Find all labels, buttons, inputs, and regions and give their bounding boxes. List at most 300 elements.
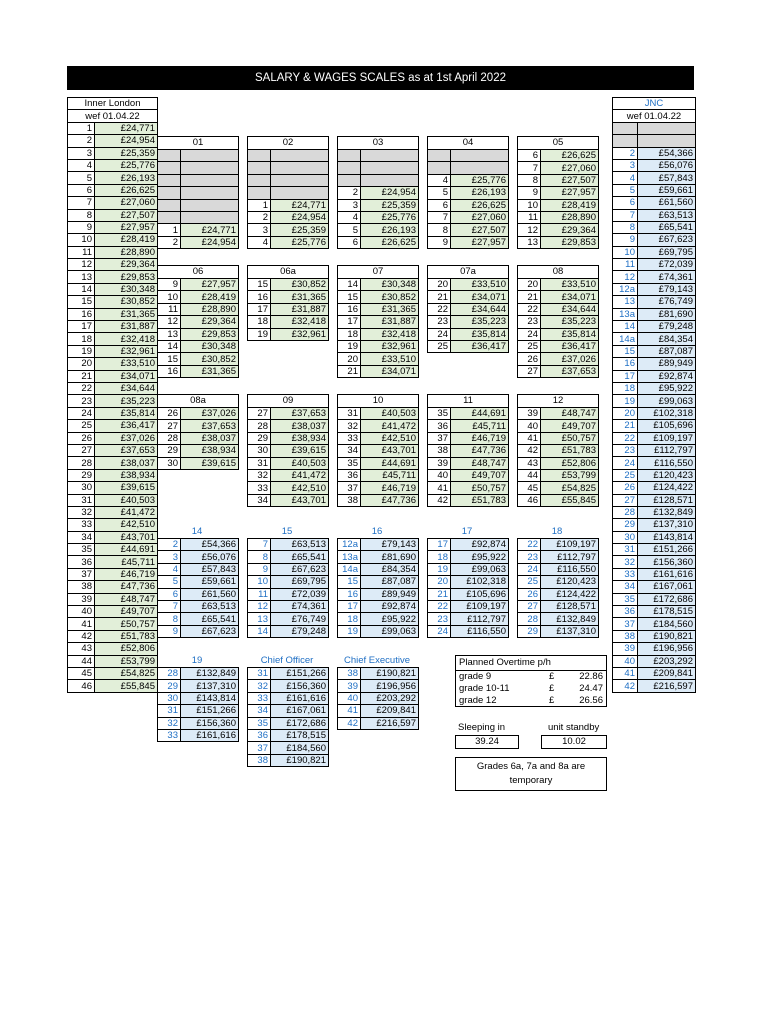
table-row (248, 600, 329, 612)
spinal-point: 35 (428, 408, 451, 420)
spinal-point: 9 (158, 625, 181, 637)
salary-value: £67,623 (271, 563, 329, 575)
table-row (68, 420, 158, 432)
spinal-point: 39 (428, 457, 451, 469)
spinal-point: 24 (518, 328, 541, 340)
table-row (68, 643, 158, 655)
salary-value: £112,797 (451, 613, 509, 625)
spinal-point: 30 (248, 445, 271, 457)
grade-05-table (517, 136, 599, 249)
blank-row (248, 162, 329, 174)
spinal-point: 7 (158, 600, 181, 612)
salary-value: £61,560 (638, 197, 696, 209)
salary-value: £56,076 (638, 159, 696, 171)
salary-value: £172,686 (638, 593, 696, 605)
salary-value: £45,711 (451, 420, 509, 432)
spinal-point: 14a (338, 563, 361, 575)
table-row (613, 296, 696, 308)
salary-value: £120,423 (638, 469, 696, 481)
salary-value: £43,701 (271, 494, 329, 506)
jnc-header2: wef 01.04.22 (613, 110, 696, 122)
spinal-point: 34 (248, 494, 271, 506)
salary-value: £31,887 (361, 316, 419, 328)
table-row (338, 432, 419, 444)
table-row (613, 519, 696, 531)
spinal-point: 9 (613, 234, 638, 246)
salary-value: £74,361 (271, 600, 329, 612)
salary-value: £28,419 (181, 291, 239, 303)
salary-value: £209,841 (361, 705, 419, 717)
salary-value: £92,874 (361, 600, 419, 612)
table-row (338, 187, 419, 199)
spinal-point: 37 (248, 742, 271, 754)
salary-value: £33,510 (361, 353, 419, 365)
salary-value: £67,623 (181, 625, 239, 637)
spinal-point: 46 (68, 680, 95, 692)
salary-value: £132,849 (638, 506, 696, 518)
currency-symbol: £ (549, 683, 555, 694)
spinal-point: 7 (248, 539, 271, 551)
spinal-point: 12 (248, 600, 271, 612)
table-row (68, 655, 158, 667)
salary-value: £156,360 (638, 556, 696, 568)
spinal-point: 5 (68, 172, 95, 184)
spinal-point: 19 (428, 563, 451, 575)
spinal-point: 37 (428, 432, 451, 444)
salary-value: £65,541 (638, 221, 696, 233)
spinal-point: 40 (518, 420, 541, 432)
spinal-point: 23 (613, 444, 638, 456)
spinal-point: 6 (428, 199, 451, 211)
spinal-point: 17 (68, 321, 95, 333)
spinal-point: 21 (68, 370, 95, 382)
salary-value: £124,422 (541, 588, 599, 600)
table-row (613, 395, 696, 407)
salary-value: £52,806 (95, 643, 158, 655)
grade-02-table (247, 136, 329, 249)
table-row (248, 420, 329, 432)
salary-value: £26,625 (361, 236, 419, 248)
salary-value: £28,890 (181, 303, 239, 315)
table-row (518, 279, 599, 291)
spinal-point: 12a (613, 283, 638, 295)
spinal-point: 15 (68, 296, 95, 308)
salary-value: £128,571 (541, 600, 599, 612)
spinal-point: 29 (68, 469, 95, 481)
table-row (158, 303, 239, 315)
grade-09-table (247, 394, 329, 507)
grade-16-table-title: 16 (371, 526, 383, 537)
salary-value: £34,644 (451, 303, 509, 315)
spinal-point: 22 (428, 600, 451, 612)
spinal-point: 2 (158, 236, 181, 248)
salary-value: £41,472 (271, 469, 329, 481)
salary-value: £52,806 (541, 457, 599, 469)
spinal-point: 28 (518, 613, 541, 625)
salary-value: £196,956 (638, 643, 696, 655)
salary-value: £32,961 (95, 345, 158, 357)
salary-value: £37,653 (95, 444, 158, 456)
table-row (68, 444, 158, 456)
salary-value: £37,653 (271, 408, 329, 420)
salary-value: £31,887 (95, 321, 158, 333)
table-row (428, 408, 509, 420)
salary-value: £39,615 (181, 457, 239, 469)
spinal-point: 27 (158, 420, 181, 432)
table-row (248, 328, 329, 340)
table-row (518, 576, 599, 588)
salary-value: £89,949 (361, 588, 419, 600)
spinal-point: 18 (338, 328, 361, 340)
inner-london-column (67, 97, 158, 693)
salary-value: £87,087 (638, 345, 696, 357)
spinal-point: 36 (338, 469, 361, 481)
spinal-point: 41 (68, 618, 95, 630)
grade-07a-table (427, 265, 509, 353)
salary-value: £42,510 (95, 519, 158, 531)
grade-04-table (427, 136, 509, 249)
salary-value: £37,653 (541, 365, 599, 377)
blank-row (158, 187, 239, 199)
spinal-point: 22 (518, 539, 541, 551)
salary-value: £33,510 (541, 279, 599, 291)
spinal-point: 6 (518, 150, 541, 162)
spinal-point: 2 (613, 147, 638, 159)
spinal-point: 43 (518, 457, 541, 469)
spinal-point: 9 (158, 279, 181, 291)
spinal-point: 44 (518, 469, 541, 481)
spinal-point: 24 (613, 457, 638, 469)
table-row (518, 563, 599, 575)
salary-value: £79,143 (638, 283, 696, 295)
salary-value: £27,957 (451, 236, 509, 248)
salary-value: £54,825 (541, 482, 599, 494)
table-row (68, 147, 158, 159)
salary-value: £28,890 (95, 246, 158, 258)
salary-value: £35,814 (541, 328, 599, 340)
table-row (613, 321, 696, 333)
salary-value: £95,922 (451, 551, 509, 563)
spinal-point: 21 (428, 588, 451, 600)
salary-value: £38,934 (271, 432, 329, 444)
salary-value: £37,026 (541, 353, 599, 365)
table-row (248, 680, 329, 692)
table-row (248, 729, 329, 741)
salary-value: £105,696 (451, 588, 509, 600)
salary-value: £67,623 (638, 234, 696, 246)
salary-value: £26,193 (361, 224, 419, 236)
table-row (428, 613, 509, 625)
spinal-point: 32 (248, 680, 271, 692)
spinal-point: 20 (428, 279, 451, 291)
salary-value: £30,852 (181, 353, 239, 365)
spinal-point: 13 (158, 328, 181, 340)
grade-02-table-title: 02 (247, 136, 329, 149)
spinal-point: 42 (428, 494, 451, 506)
salary-value: £45,711 (95, 556, 158, 568)
salary-value: £35,223 (541, 316, 599, 328)
table-row (248, 236, 329, 248)
blank-row (338, 150, 419, 162)
spinal-point: 33 (158, 729, 181, 741)
spinal-point: 16 (248, 291, 271, 303)
spinal-point: 11 (68, 246, 95, 258)
salary-value: £84,354 (361, 563, 419, 575)
salary-value: £54,366 (638, 147, 696, 159)
table-row (68, 556, 158, 568)
table-row (338, 291, 419, 303)
salary-value: £24,771 (271, 199, 329, 211)
salary-value: £95,922 (361, 613, 419, 625)
spinal-point: 18 (613, 382, 638, 394)
table-row (428, 494, 509, 506)
table-row (158, 408, 239, 420)
salary-value: £116,550 (541, 563, 599, 575)
salary-value: £27,060 (541, 162, 599, 174)
spinal-point: 29 (158, 680, 181, 692)
salary-value: £53,799 (541, 469, 599, 481)
salary-value: £42,510 (271, 482, 329, 494)
table-row (613, 259, 696, 271)
spinal-point: 24 (518, 563, 541, 575)
spinal-point: 21 (613, 420, 638, 432)
spinal-point: 43 (68, 643, 95, 655)
spinal-point: 45 (68, 667, 95, 679)
salary-value: £81,690 (638, 308, 696, 320)
salary-value: £55,845 (95, 680, 158, 692)
table-row (613, 370, 696, 382)
salary-value: £30,852 (271, 279, 329, 291)
spinal-point: 6 (338, 236, 361, 248)
table-row (613, 308, 696, 320)
spinal-point: 3 (338, 199, 361, 211)
spinal-point: 20 (613, 407, 638, 419)
table-row (158, 588, 239, 600)
spinal-point: 32 (338, 420, 361, 432)
table-row (68, 234, 158, 246)
spinal-point: 3 (158, 551, 181, 563)
spinal-point: 28 (158, 432, 181, 444)
overtime-row (456, 695, 606, 707)
spinal-point: 32 (68, 506, 95, 518)
spinal-point: 4 (68, 159, 95, 171)
salary-value: £81,690 (361, 551, 419, 563)
spinal-point: 37 (613, 618, 638, 630)
table-row (68, 122, 158, 134)
overtime-grade: grade 9 (459, 671, 492, 682)
spinal-point: 39 (518, 408, 541, 420)
spinal-point: 38 (68, 581, 95, 593)
table-row (338, 469, 419, 481)
salary-value: £105,696 (638, 420, 696, 432)
table-row (68, 531, 158, 543)
spinal-point: 7 (518, 162, 541, 174)
salary-value: £25,359 (271, 224, 329, 236)
salary-value: £49,707 (541, 420, 599, 432)
table-row (68, 172, 158, 184)
table-row (613, 246, 696, 258)
table-row (68, 630, 158, 642)
salary-value: £161,616 (638, 568, 696, 580)
table-row (338, 199, 419, 211)
salary-value: £59,661 (181, 576, 239, 588)
spinal-point: 36 (68, 556, 95, 568)
salary-value: £44,691 (361, 457, 419, 469)
salary-value: £29,364 (181, 316, 239, 328)
blank-row (158, 162, 239, 174)
spinal-point: 45 (518, 482, 541, 494)
salary-value: £35,223 (95, 395, 158, 407)
salary-value: £25,776 (451, 174, 509, 186)
spinal-point: 1 (68, 122, 95, 134)
salary-value: £184,560 (271, 742, 329, 754)
table-row (518, 340, 599, 352)
spinal-point: 5 (158, 576, 181, 588)
table-row (68, 184, 158, 196)
table-row (68, 321, 158, 333)
overtime-grade: grade 12 (459, 695, 497, 706)
table-row (428, 588, 509, 600)
table-row (518, 613, 599, 625)
salary-value: £112,797 (638, 444, 696, 456)
salary-value: £25,776 (95, 159, 158, 171)
table-row (248, 482, 329, 494)
salary-value: £57,843 (638, 172, 696, 184)
salary-value: £43,701 (95, 531, 158, 543)
salary-value: £161,616 (271, 692, 329, 704)
table-row (613, 444, 696, 456)
salary-value: £190,821 (271, 754, 329, 766)
table-row (613, 271, 696, 283)
table-row (428, 174, 509, 186)
table-row (338, 494, 419, 506)
table-row (518, 303, 599, 315)
salary-value: £50,757 (451, 482, 509, 494)
salary-value: £124,422 (638, 482, 696, 494)
table-row (68, 246, 158, 258)
spinal-point: 29 (158, 445, 181, 457)
grade-19-table (157, 655, 239, 742)
inner-london-header2: wef 01.04.22 (68, 110, 158, 122)
blank-row (248, 174, 329, 186)
table-row (68, 680, 158, 692)
grade-11-table (427, 394, 509, 507)
table-row (158, 729, 239, 741)
spinal-point: 8 (248, 551, 271, 563)
salary-value: £27,060 (451, 211, 509, 223)
salary-value: £47,736 (451, 445, 509, 457)
table-row (158, 445, 239, 457)
grade-10-table (337, 394, 419, 507)
salary-value: £38,934 (95, 469, 158, 481)
grade-05-table-title: 05 (517, 136, 599, 149)
salary-value: £34,071 (361, 365, 419, 377)
spinal-point: 5 (613, 184, 638, 196)
table-row (338, 705, 419, 717)
table-row (68, 519, 158, 531)
table-row (68, 457, 158, 469)
salary-value: £27,507 (451, 224, 509, 236)
table-row (518, 445, 599, 457)
spinal-point: 14 (158, 340, 181, 352)
spinal-point: 39 (68, 593, 95, 605)
grade-11-table-title: 11 (427, 394, 509, 407)
table-row (428, 469, 509, 481)
salary-value: £30,852 (361, 291, 419, 303)
spinal-point: 28 (248, 420, 271, 432)
salary-value: £27,957 (95, 221, 158, 233)
table-row (428, 445, 509, 457)
spinal-point: 39 (613, 643, 638, 655)
salary-value: £137,310 (181, 680, 239, 692)
table-row (68, 358, 158, 370)
table-row (158, 328, 239, 340)
salary-value: £72,039 (638, 259, 696, 271)
table-row (248, 754, 329, 766)
spinal-point: 20 (338, 353, 361, 365)
salary-value: £48,747 (95, 593, 158, 605)
grade-01-table-title: 01 (157, 136, 239, 149)
table-row (68, 407, 158, 419)
spinal-point: 7 (428, 211, 451, 223)
table-row (158, 224, 239, 236)
table-row (158, 291, 239, 303)
salary-value: £46,719 (451, 432, 509, 444)
spinal-point: 29 (613, 519, 638, 531)
spinal-point: 3 (613, 159, 638, 171)
spinal-point: 27 (518, 600, 541, 612)
salary-value: £25,359 (361, 199, 419, 211)
salary-value: £40,503 (361, 408, 419, 420)
spinal-point: 15 (158, 353, 181, 365)
table-row (428, 482, 509, 494)
grade-19-table-title: 19 (191, 655, 203, 666)
spinal-point: 26 (158, 408, 181, 420)
salary-value: £61,560 (181, 588, 239, 600)
salary-value: £51,783 (451, 494, 509, 506)
blank-row (158, 174, 239, 186)
salary-value: £29,364 (95, 259, 158, 271)
salary-value: £190,821 (361, 668, 419, 680)
spinal-point: 12 (158, 316, 181, 328)
table-row (613, 643, 696, 655)
table-row (613, 630, 696, 642)
spinal-point: 12 (68, 259, 95, 271)
table-row (518, 494, 599, 506)
table-row (68, 469, 158, 481)
salary-value: £31,365 (361, 303, 419, 315)
table-row (518, 408, 599, 420)
table-row (613, 197, 696, 209)
spinal-point: 18 (248, 316, 271, 328)
spinal-point: 9 (248, 563, 271, 575)
unit-standby-label: unit standby (548, 722, 600, 733)
table-row (338, 539, 419, 551)
grade-15-table-title: 15 (281, 526, 293, 537)
table-row (338, 625, 419, 637)
table-row (613, 556, 696, 568)
salary-value: £69,795 (638, 246, 696, 258)
grade-14-table-title: 14 (191, 526, 203, 537)
spinal-point: 6 (613, 197, 638, 209)
table-row (613, 593, 696, 605)
spinal-point: 28 (158, 668, 181, 680)
table-row (518, 365, 599, 377)
salary-value: £33,510 (95, 358, 158, 370)
salary-value: £120,423 (541, 576, 599, 588)
table-row (613, 680, 696, 692)
spinal-point: 23 (428, 613, 451, 625)
